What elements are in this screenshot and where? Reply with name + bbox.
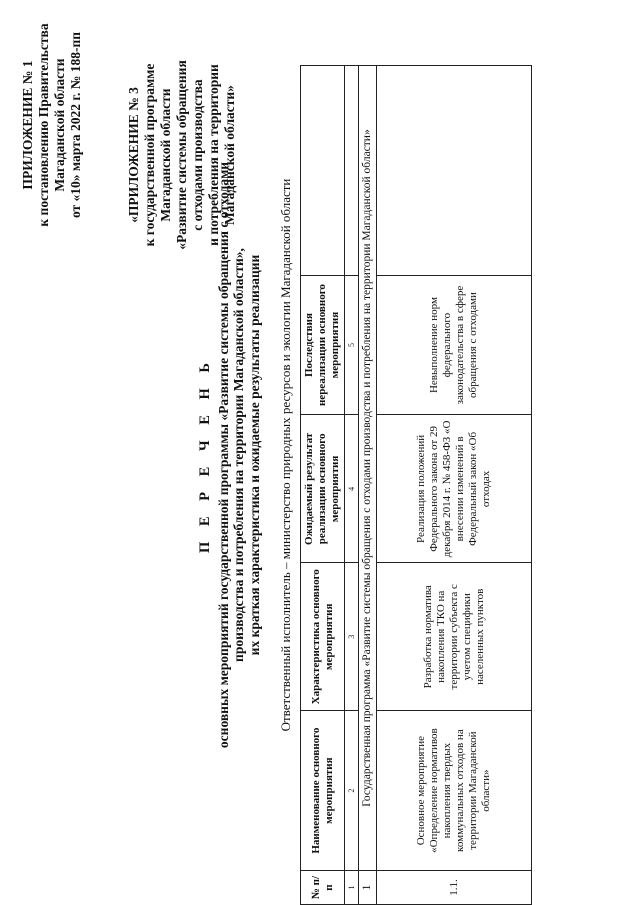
column-number-empty <box>345 66 359 276</box>
appendix-1-line: от «10» марта 2022 г. № 188-пп <box>68 31 83 219</box>
header-result: Ожидаемый результат реализации основного мероприятия <box>301 415 345 563</box>
appendix-3-line: с отходами производства <box>190 79 205 231</box>
column-number: 5 <box>345 275 359 415</box>
column-number: 3 <box>345 563 359 711</box>
column-number: 4 <box>345 415 359 563</box>
row-empty <box>377 66 532 276</box>
header-characteristic: Характеристика основного мероприятия <box>301 563 345 711</box>
row-result: Реализация положений Федерального закона от 29 декабря 2014 г. № 458-ФЗ «О внесении изменений в Федеральный закон «Об отходах <box>377 415 532 563</box>
appendix-3-line: Магаданской области» <box>222 85 237 225</box>
table-header-row <box>301 66 345 905</box>
document-heading <box>198 65 262 845</box>
table-section-row <box>359 66 377 905</box>
appendix-1-line: к постановлению Правительства <box>36 23 51 227</box>
appendix-1-title: ПРИЛОЖЕНИЕ № 1 <box>20 60 35 190</box>
header-consequences: Последствия нереализации основного мероприятия <box>301 275 345 415</box>
row-num: 1.1. <box>377 871 532 905</box>
document-subtitle-line: производства и потребления на территории Магаданской области», <box>231 248 246 662</box>
document-subtitle-line: основных мероприятий государственной программы «Развитие системы обращения с отходами <box>215 161 231 749</box>
appendix-1-block <box>20 5 84 245</box>
appendix-3-line: к государственной программе <box>142 63 157 247</box>
measures-table <box>300 65 532 905</box>
appendix-3-line: Магаданской области <box>158 88 173 222</box>
column-number: 1 <box>345 871 359 905</box>
section-num: 1 <box>359 871 377 905</box>
responsible-executor: Ответственный исполнитель – министерство природных ресурсов и экологии Магаданской области <box>278 178 293 732</box>
row-characteristic: Разработка норматива накопления ТКО на территории субъекта с учетом специфики населенных пунктов <box>377 563 532 711</box>
document-subtitle-line: их краткая характеристика и ожидаемые результаты реализации <box>246 254 262 656</box>
column-numbers-row <box>345 66 359 905</box>
table-row <box>377 66 532 905</box>
header-name: Наименование основного мероприятия <box>301 711 345 871</box>
appendix-3-title: «ПРИЛОЖЕНИЕ № 3 <box>126 87 141 223</box>
appendix-3-line: «Развитие системы обращения <box>174 60 189 250</box>
appendix-3-line: и потребления на территории <box>206 64 221 246</box>
column-number: 2 <box>345 711 359 871</box>
section-title: Государственная программа «Развитие системы обращения с отходами производства и потребления на территории Магаданской области» <box>359 66 377 871</box>
appendix-1-line: Магаданской области <box>52 58 67 192</box>
header-empty <box>301 66 345 276</box>
row-consequences: Невыполнение норм федерального законодательства в сфере обращения с отходами <box>377 275 532 415</box>
document-title: П Е Р Е Ч Е Н Ь <box>197 356 213 554</box>
row-name: Основное мероприятие «Определение нормативов накопления твердых коммунальных отходов на территории Магаданской области» <box>377 711 532 871</box>
header-num: № п/п <box>301 871 345 905</box>
